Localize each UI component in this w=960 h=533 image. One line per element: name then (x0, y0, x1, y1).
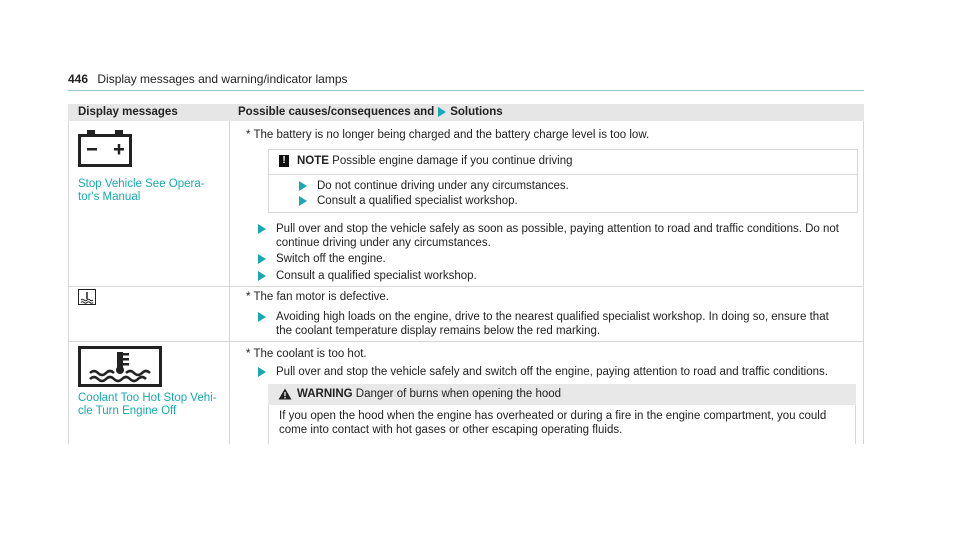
exclamation-icon: ! (279, 155, 289, 167)
note-bullet (299, 179, 569, 193)
page-number: 446 (68, 72, 89, 86)
note-label: NOTE (297, 155, 329, 167)
warning-body-line: come into contact with hot gases or other escaping operating fluids. (279, 424, 623, 436)
bullet-text: Switch off the engine. (276, 253, 386, 265)
note-box (268, 149, 858, 213)
solution-arrow-icon (258, 367, 266, 377)
bullet-text: Avoiding high loads on the engine, drive to the nearest qualified specialist workshop. In doing so, ensure that (276, 311, 829, 323)
warning-body (268, 405, 856, 444)
note-bullet (299, 194, 518, 208)
solution-bullet (258, 252, 386, 266)
display-message-battery (78, 178, 205, 204)
solution-bullet (258, 365, 828, 379)
solution-arrow-icon (258, 312, 266, 322)
solution-arrow-icon (258, 271, 266, 281)
note-text: Possible engine damage if you continue driving (332, 155, 573, 167)
display-message-line: tor's Manual (78, 191, 141, 203)
warning-text: Danger of burns when opening the hood (355, 388, 562, 400)
solution-arrow-icon (299, 196, 307, 206)
col-header-causes (238, 106, 503, 118)
warning-label: WARNING (297, 388, 353, 400)
col-header-display-messages: Display messages (78, 106, 178, 118)
column-divider (229, 121, 230, 444)
cause-text: * The fan motor is defective. (246, 291, 389, 303)
display-messages-table (68, 104, 864, 444)
bullet-text: continue driving under any circumstances. (276, 237, 491, 249)
warning-heading (268, 384, 856, 405)
cause-text: * The battery is no longer being charged and the battery charge level is too low. (246, 129, 650, 141)
table-border-left (68, 121, 69, 444)
table-border-right (863, 121, 864, 444)
page-title: Display messages and warning/indicator lamps (97, 72, 348, 86)
note-divider (269, 174, 857, 175)
solution-bullet (258, 310, 829, 338)
bullet-text: Pull over and stop the vehicle safely and switch off the engine, paying attention to road and traffic conditions. (276, 366, 828, 378)
bullet-text: Do not continue driving under any circumstances. (317, 180, 569, 192)
col-header-solutions-label: Solutions (450, 106, 503, 118)
bullet-text: Consult a qualified specialist workshop. (276, 270, 477, 282)
solution-bullet (258, 269, 477, 283)
warning-box (268, 384, 856, 444)
bullet-text: Consult a qualified specialist workshop. (317, 195, 518, 207)
col-header-causes-label: Possible causes/consequences and (238, 106, 435, 118)
coolant-fan-icon (78, 289, 96, 305)
row-divider (68, 286, 864, 287)
bullet-text: the coolant temperature display remains below the red marking. (276, 325, 601, 337)
table-header (68, 104, 864, 121)
bullet-text: Pull over and stop the vehicle safely as soon as possible, paying attention to road and traffic conditions. Do not (276, 223, 839, 235)
display-message-line: Stop Vehicle See Opera- (78, 178, 205, 190)
row-divider (68, 341, 864, 342)
cause-text: * The coolant is too hot. (246, 348, 367, 360)
warning-body-line: If you open the hood when the engine has overheated or during a fire in the engine compartment, you could (279, 410, 827, 422)
coolant-temperature-icon (78, 346, 162, 387)
warning-body-text (279, 409, 826, 437)
display-message-line: Coolant Too Hot Stop Vehi- (78, 392, 217, 404)
battery-icon (78, 129, 132, 167)
header-rule (68, 90, 864, 91)
display-message-line: cle Turn Engine Off (78, 405, 177, 417)
solution-arrow-icon (258, 254, 266, 264)
note-heading (279, 155, 573, 167)
display-message-coolant (78, 392, 217, 418)
page-header (68, 72, 348, 86)
solution-arrow-icon (299, 181, 307, 191)
solution-arrow-icon (438, 107, 446, 117)
solution-arrow-icon (258, 224, 266, 234)
solution-bullet (258, 222, 839, 250)
warning-triangle-icon (278, 388, 292, 400)
